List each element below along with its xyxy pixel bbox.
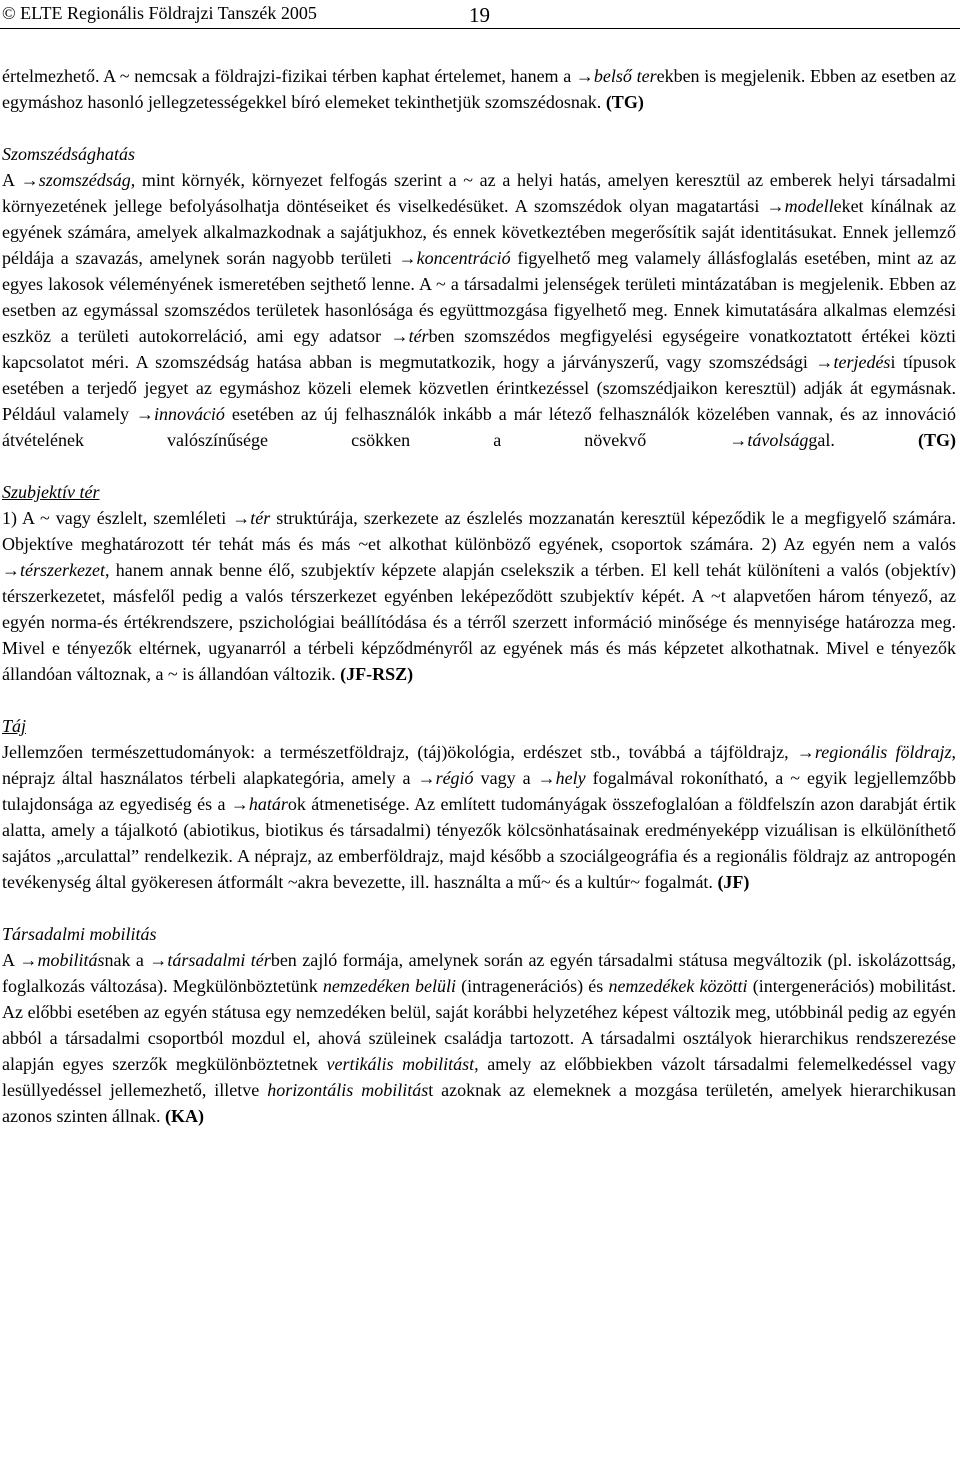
emphasized-term: horizontális mobilitás [267, 1080, 429, 1100]
entry-text: Jellemzően természettudományok: a természetföldrajz, (táj)ökológia, erdészet stb., továbbá a tájföldrajz, →regionális földrajz, néprajz által használatos térbeli alapkategória, amely a →régió vagy a →hely fogalmával rokonítható, a ~ egyik legjellemzőbb tulajdonsága az egyediség és a →határok átmenetisége. Az említett tudományágak összefoglalóan a földfelszín azon darabját értik alatta, amely a tájalkotó (abiotikus, biotikus és társadalmi) tényezők kölcsönhatásainak eredményeképp vizuálisan is elkülöníthető sajátos „arculattal” rendelkezik. A néprajz, az emberföldrajz, majd később a szociálgeográfia és a regionális földrajz az antropogén tevékenység által gyökeresen átformált ~akra bevezette, ill. használta a mű~ és a kultúr~ fogalmát. (JF) [2, 742, 956, 892]
cross-reference: szomszédság [38, 170, 131, 190]
emphasized-term: vertikális mobilitást [326, 1054, 475, 1074]
arrow-icon: → [19, 950, 38, 970]
arrow-icon: → [815, 352, 834, 372]
arrow-icon: → [398, 248, 417, 268]
arrow-icon: → [575, 66, 594, 86]
cross-reference: társadalmi tér [167, 950, 271, 970]
entry-szomszedsaghatas [2, 141, 956, 453]
page-number: 19 [469, 3, 490, 27]
cross-reference: innováció [153, 404, 225, 424]
cross-reference: távolság [747, 430, 809, 450]
author-signature: (JF-RSZ) [340, 664, 414, 684]
cross-reference: tér [250, 508, 271, 528]
cross-reference: hely [555, 768, 586, 788]
arrow-icon: → [417, 768, 436, 788]
cross-reference: tér [408, 326, 429, 346]
arrow-icon: → [135, 404, 154, 424]
arrow-icon: → [232, 508, 251, 528]
cross-reference: regionális földrajz [814, 742, 952, 762]
arrow-icon: → [149, 950, 168, 970]
cross-reference: régió [435, 768, 474, 788]
author-signature: (JF) [717, 872, 750, 892]
emphasized-term: nemzedéken belüli [322, 976, 457, 996]
entry-text: 1) A ~ vagy észlelt, szemléleti →tér struktúrája, szerkezete az észlelés mozzanatán keresztül képeződik le a megfigyelő számára. Objektíve meghatározott tér tehát más és más ~et alkothat különböző egyének, csoportok számára. 2) Az egyén nem a valós →térszerkezet, hanem annak benne élő, szubjektív képzete alapján cselekszik a térben. El kell tehát különíteni a valós (objektív) térszerkezetet, másfelől pedig a valós térszerkezet egyénben leképeződött szubjektív képét. A ~t alapvetően három tényező, az egyén norma-és értékrendszere, pszichológiai beállítódása és a térről szerzett információ minősége és mennyisége határozza meg. Mivel e tényezők eltérnek, ugyanarról a térbeli képződményről az egyének más és más képzetet alkothatnak. Mivel e tényezők állandóan változnak, a ~ is állandóan változik. (JF-RSZ) [2, 508, 956, 684]
entry-text: A →szomszédság, mint környék, környezet felfogás szerint a ~ az a helyi hatás, amelyen keresztül az emberek helyi társadalmi környezetének jellege befolyásolhatja döntéseiket és viselkedésüket. A szomszédok olyan magatartási →modelleket kínálnak az egyének számára, amelyek alkalmazkodnak a sajátjukhoz, és ennek következtében megerősítik saját identitásukat. Ennek jellemző példája a szavazás, amelynek során nagyobb területi →koncentráció figyelhető meg valamely állásfoglalás esetében, mint az az egyes lakosok véleményének ismeretében sejthető lenne. A ~ a társadalmi jelenségek területi mintázatában is megjelenik. Ebben az esetben az egymással szomszédos területek hasonlósága és együttmozgása figyelhető meg. Ennek kimutatására alkalmas elemzési eszköz a területi autokorreláció, ami egy adatsor →térben szomszédos megfigyelési egységeire vonatkoztatott értékei közti kapcsolatot méri. A szomszédság hatása abban is megmutatkozik, hogy a járványszerű, vagy szomszédsági →terjedési típusok esetében a terjedő jegyet az egymáshoz közeli elemek közvetlen érintkezéssel (szomszédjaikon keresztül) adják át egymásnak. Például valamely →innováció esetében az új felhasználók inkább a már létező felhasználók közelében vannak, és az innováció átvételének valószínűsége csökken a növekvő →távolsággal. (TG) [2, 170, 956, 450]
document-body [2, 63, 956, 1129]
arrow-icon: → [2, 560, 20, 580]
cross-reference: modell [784, 196, 834, 216]
arrow-icon: → [766, 196, 785, 216]
cross-reference: koncentráció [416, 248, 511, 268]
cross-reference: térszerkezet [20, 560, 105, 580]
author-signature: (KA) [164, 1106, 204, 1126]
author-signature: (TG) [605, 92, 644, 112]
cross-reference: mobilitás [37, 950, 105, 970]
cross-reference: terjedés [833, 352, 891, 372]
arrow-icon: → [796, 742, 815, 762]
copyright-notice: © ELTE Regionális Földrajzi Tanszék 2005 [2, 3, 317, 23]
author-signature: (TG) [917, 430, 956, 450]
page-header [0, 0, 960, 28]
entry-title: Szomszédsághatás [2, 144, 136, 164]
arrow-icon: → [20, 170, 39, 190]
entry-tarsadalmi-mobilitas [2, 921, 956, 1129]
arrow-icon: → [390, 326, 409, 346]
arrow-icon: → [729, 430, 748, 450]
entry-text: A →mobilitásnak a →társadalmi térben zajló formája, amelynek során az egyén társadalmi státusa megváltozik (pl. iskolázottság, foglalkozás változása). Megkülönböztetünk nemzedéken belüli (intragenerációs) és nemzedékek közötti (intergenerációs) mobilitást. Az előbbi esetében az egyén státusa egy nemzedéken belül, saját korábbi helyzetéhez képest változik meg, utóbbinál pedig az egyén abból a társadalmi csoportból mozdul el, ahová szüleinek családja tartozott. A társadalmi osztályok hierarchikus rendszerezése alapján egyes szerzők megkülönböztetnek vertikális mobilitást, amely az előbbiekben vázolt társadalmi felemelkedéssel vagy lesüllyedéssel jellemezhető, illetve horizontális mobilitást azoknak az elemeknek a mozgása területén, amelyek hierarchikusan azonos szinten állnak. (KA) [2, 950, 956, 1126]
entry-title: Szubjektív tér [2, 482, 100, 502]
arrow-icon: → [230, 794, 249, 814]
entry-title: Táj [2, 716, 27, 736]
header-rule [0, 28, 960, 29]
emphasized-term: nemzedékek közötti [608, 976, 748, 996]
entry-taj [2, 713, 956, 895]
intro-paragraph: értelmezhető. A ~ nemcsak a földrajzi-fizikai térben kaphat értelemet, hanem a →belső terekben is megjelenik. Ebben az esetben az egymáshoz hasonló jellegzetességekkel bíró elemeket tekinthetjük szomszédosnak. (TG) [2, 66, 956, 112]
entry-szubjektiv-ter [2, 479, 956, 687]
arrow-icon: → [537, 768, 556, 788]
entry-title: Társadalmi mobilitás [2, 924, 157, 944]
cross-reference: határ [248, 794, 288, 814]
